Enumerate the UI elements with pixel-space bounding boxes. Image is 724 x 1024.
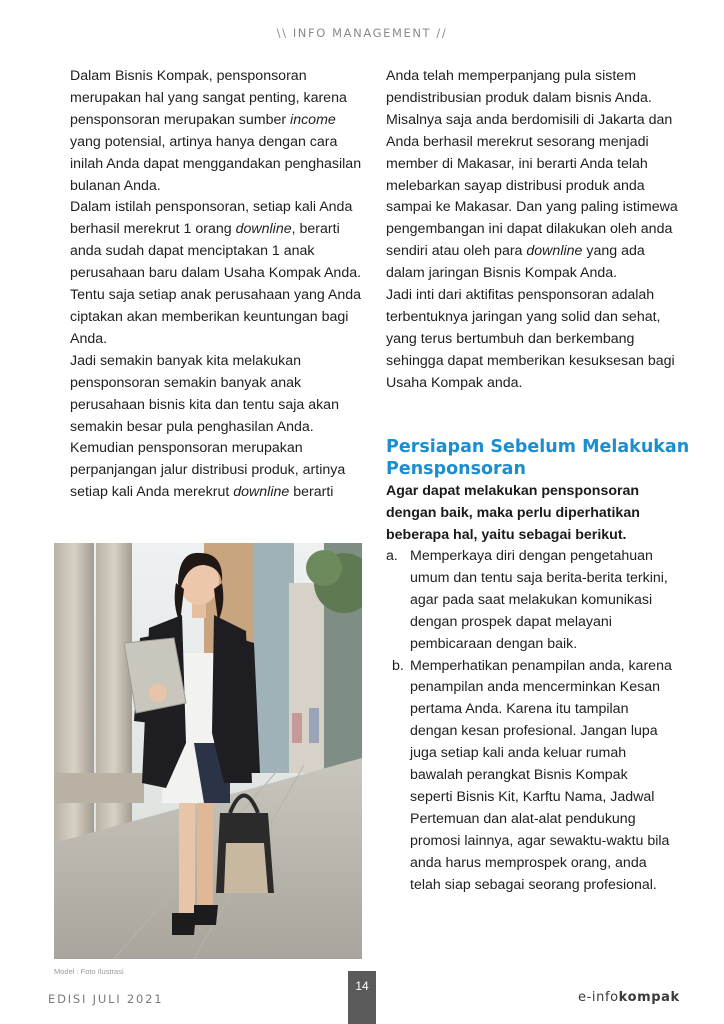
section-intro: Agar dapat melakukan pensponsoran dengan baik, maka perlu diperhatikan beberapa hal, yaitu sebagai berikut. — [386, 483, 640, 543]
right-text-column — [386, 66, 686, 395]
list-item — [386, 546, 686, 656]
list-item-text: Memperkaya diri dengan pengetahuan umum dan tentu saja berita-berita terkini, agar pada saat melakukan komunikasi dengan prospek dapat melayani pembicaraan dengan baik. — [410, 548, 668, 652]
paragraph: Dalam istilah pensponsoran, setiap kali Anda berhasil merekrut 1 orang downline, berarti anda sudah dapat menciptakan 1 anak perusahaan baru dalam Usaha Kompak Anda. Tentu saja setiap anak perusahaan yang Anda ciptakan akan memberikan keuntungan bagi Anda. — [70, 199, 362, 347]
paragraph: Kemudian pensponsoran merupakan perpanjangan jalur distribusi produk, artinya setiap kali Anda merekrut downline berarti — [70, 440, 346, 501]
section-title: Persiapan Sebelum Melakukan Pensponsoran — [386, 437, 690, 479]
page-number: 14 — [355, 979, 369, 993]
list-item — [386, 656, 686, 897]
list-marker: a. — [386, 548, 398, 564]
list-marker: b. — [392, 657, 404, 674]
edition-label: EDISI JULI 2021 — [48, 992, 164, 1006]
paragraph: Jadi semakin banyak kita melakukan pensponsoran semakin banyak anak perusahaan bisnis kita dan tentu saja akan semakin besar pula penghasilan Anda. — [70, 352, 339, 435]
photo-illustration — [54, 543, 362, 959]
list-item-text: Memperhatikan penampilan anda, karena penampilan anda mencerminkan Kesan pertama Anda. Karena itu tampilan dengan kesan profesional. Jangan lupa juga setiap kali anda keluar rumah bawalah perangkat Bisnis Kompak seperti Bisnis Kit, Karftu Nama, Jadwal Pertemuan dan alat-alat pendukung promosi lainnya, agar sewaktu-waktu bila anda harus memprospek orang, anda telah siap sebagai seorang profesional. — [410, 657, 672, 893]
brand-logo: e-infokompak — [578, 990, 680, 1005]
paragraph: Anda telah memperpanjang pula sistem pendistribusian produk dalam bisnis Anda. Misalnya saja anda berdomisili di Jakarta dan Anda berhasil merekrut sesorang menjadi member di Makasar, ini berarti Anda telah melebarkan sayap distribusi produk anda sampai ke Makasar. Dan yang paling istimewa pengembangan ini dapat dilakukan oleh anda sendiri atau oleh para downline yang ada dalam jaringan Bisnis Kompak Anda. — [386, 68, 678, 282]
left-text-column — [70, 66, 370, 504]
preparation-list — [386, 546, 686, 897]
section-header: \\ INFO MANAGEMENT // — [276, 26, 448, 40]
photo-caption: Model : Foto Ilustrasi — [54, 967, 124, 976]
paragraph: Dalam Bisnis Kompak, pensponsoran merupakan hal yang sangat penting, karena pensponsoran merupakan sumber income yang potensial, artinya hanya dengan cara inilah Anda dapat menggandakan penghasilan bulanan Anda. — [70, 68, 362, 194]
paragraph: Jadi inti dari aktifitas pensponsoran adalah terbentuknya jaringan yang solid dan sehat, yang terus bertumbuh dan berkembang sehingga dapat memberikan kesuksesan bagi Usaha Kompak anda. — [386, 287, 675, 391]
business-woman-photo — [54, 543, 362, 959]
page-number-tab — [348, 971, 376, 1024]
